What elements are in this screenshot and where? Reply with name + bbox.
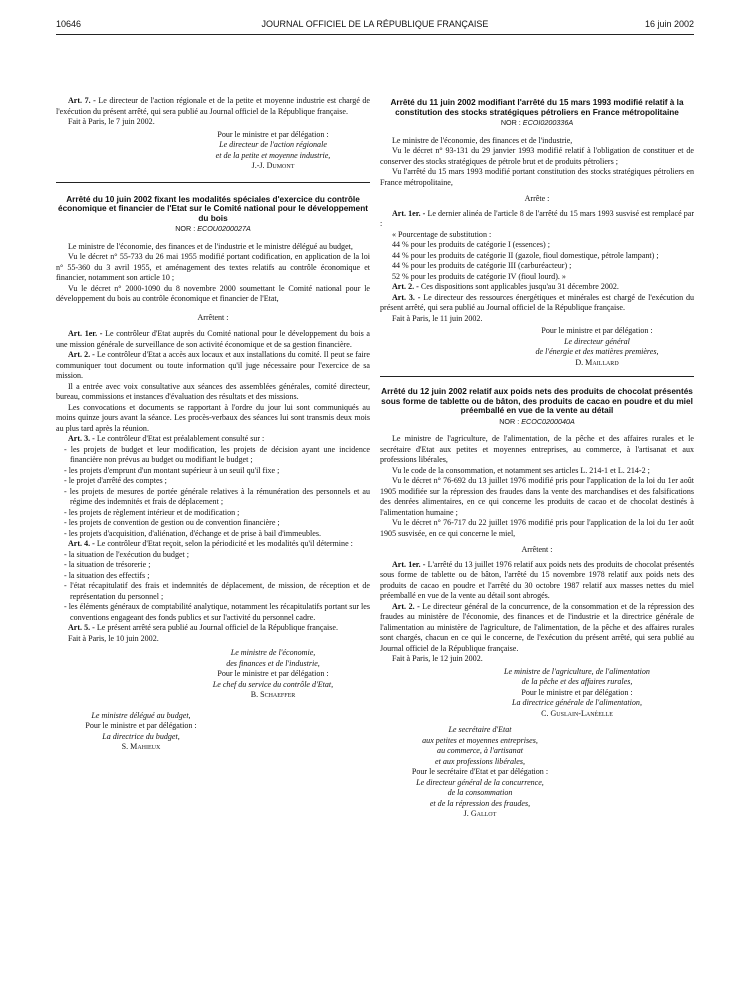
issue-date: 16 juin 2002: [644, 19, 694, 29]
signature-block: Le secrétaire d'Etat aux petites et moyennes entreprises, au commerce, à l'artisanat et aux professions libérales, Pour le secrétaire d'Etat et par délégation : Le directeur général de la concurrence, de la consommation et de la répression des fraudes, J. Gallot: [411, 725, 549, 819]
list-item: - les projets de règlement intérieur et de modification ;: [64, 507, 240, 517]
list-item: - les projets d'emprunt d'un montant supérieur à un seuil qu'il fixe ;: [64, 465, 280, 475]
article-3-list: [56, 445, 370, 540]
article-2: Art. 2. - Ces dispositions sont applicables jusqu'au 31 décembre 2002.: [392, 282, 619, 292]
nor-reference: NOR : ECOC0200040A: [499, 416, 575, 426]
arrete: Arrête :: [524, 194, 550, 204]
list-item: - le projet d'arrêté des comptes ;: [64, 476, 167, 486]
article-7: Art. 7. - Le directeur de l'action régionale et de la petite et moyenne industrie est chargé de l'exécution du présent arrêté, qui sera publié au Journal officiel de la République française.: [56, 96, 371, 116]
list-item: - les projets de convention de gestion ou de convention financière ;: [64, 518, 280, 528]
nor-reference: NOR : ECOI0200336A: [500, 118, 574, 128]
left-column: Art. 7. - Le directeur de l'action régionale et de la petite et moyenne industrie est chargé de l'exécution du présent arrêté, qui sera publié au Journal officiel de la République française. Fait à Paris, le 7 juin 2002. Pour le ministre et par délégation : Le directeur de l'action régionale et de la petite et moyenne industrie, J.-J. Dumont Arrêté du 10 juin 2002 fixant les modalités spéciales d'exercice du contrôle économique et financier de l'Etat sur le Comité national pour le développement du bois NOR : ECOU0200027A Le ministre de l'économie, des finances et de l'industrie et le ministre délégué au budget, Vu le décret n° 55-733 du 26 mai 1955 modifié portant codification, en application de la loi n° 55-360 du 3 avril 1955, et aménagement des textes relatifs au contrôle économique et financier, notamment son article 10 ; Vu le décret n° 2000-1090 du 8 novembre 2000 soumettant le Comité national pour le développement du bois au contrôle économique et financier de l'Etat, Arrêtent : Art. 1er. - Le contrôleur d'Etat auprès du Comité national pour le développement du bois a une mission générale de surveillance de son activité économique et de sa gestion financière. Art. 2. - Le contrôleur d'Etat a accès aux locaux et aux installations du comité. Il peut se faire communiquer tout document ou toute information qu'il juge nécessaire pour l'exercice de sa mission. Il a entrée avec voix consultative aux séances des assemblées générales, comité directeur, bureau, commissions et instances d'évaluation des résultats et des missions. Les convocations et documents se rapportant à l'ordre du jour lui sont communiqués au moins quinze jours avant la séance. Les procès-verbaux des séances lui sont transmis deux mois au plus tard après la réunion. Art. 3. - Le contrôleur d'Etat est préalablement consulté sur : - les projets de budget et leur modification, les projets de décision ayant une incidence financière non prévus au budget ou modifiant le budget ; - les projets d'emprunt d'un montant supérieur à un seuil qu'il fixe ; - le projet d'arrêté des comptes ; - les projets de mesures de portée générale relatives à la rémunération des personnels et au régime des indemnités et frais de déplacement ; - les projets de règlement intérieur et de modification ; - les projets de convention de gestion ou de convention financière ; - les projets d'acquisition, d'aliénation, d'échange et de prise à bail d'immeubles. Art. 4. - Le contrôleur d'Etat reçoit, selon la périodicité et les modalités qu'il détermine : - la situation de l'exécution du budget ; - la situation de trésorerie ; - la situation des effectifs ; - l'état récapitulatif des frais et indemnités de déplacement, de mission, de réception et de représentation du personnel ; - les éléments généraux de comptabilité analytique, notamment les récapitulatifs portant sur les conventions engageant des fonds publics et sur l'activité du personnel cadre. Art. 5. - Le présent arrêté sera publié au Journal officiel de la République française. Fait à Paris, le 10 juin 2002. Le ministre de l'économie, des finances et de l'industrie, Pour le ministre et par délégation : Le chef du service du contrôle d'Etat, B. Schaeffer Le ministre délégué au budget, Pour le ministre et par délégation : La directrice du budget, S. Mahieux: [56, 96, 371, 752]
list-item: - les projets de budget et leur modification, les projets de décision ayant une incidence financière non prévus au budget ou modifiant le budget ;: [64, 444, 370, 465]
list-item: - les projets d'acquisition, d'aliénation, d'échange et de prise à bail d'immeubles.: [64, 528, 321, 538]
right-column: Arrêté du 11 juin 2002 modifiant l'arrêté du 15 mars 1993 modifié relatif à la constitution des stocks stratégiques pétroliers en France métropolitaine NOR : ECOI0200336A Le ministre de l'économie, des finances et de l'industrie, Vu le décret n° 93-131 du 29 janvier 1993 modifié relatif à l'obligation de constituer et de conserver des stocks stratégiques de pétrole brut et de produits pétroliers ; Vu l'arrêté du 15 mars 1993 modifié portant constitution des stocks stratégiques pétroliers en France métropolitaine, Arrête : Art. 1er. - Le dernier alinéa de l'article 8 de l'arrêté du 15 mars 1993 susvisé est remplacé par : « Pourcentage de substitution : 44 % pour les produits de catégorie I (essences) ; 44 % pour les produits de catégorie II (gazole, fioul domestique, pétrole lampant) ; 44 % pour les produits de catégorie III (carburéacteur) ; 52 % pour les produits de catégorie IV (fioul lourd). » Art. 2. - Ces dispositions sont applicables jusqu'au 31 décembre 2002. Art. 3. - Le directeur des ressources énergétiques et minérales est chargé de l'exécution du présent arrêté, qui sera publié au Journal officiel de la République française. Fait à Paris, le 11 juin 2002. Pour le ministre et par délégation : Le directeur général de l'énergie et des matières premières, D. Maillard Arrêté du 12 juin 2002 relatif aux poids nets des produits de chocolat présentés sous forme de tablette ou de bâton, des produits de cacao en poudre et du miel préemballé en vue de la vente au détail NOR : ECOC0200040A Le ministre de l'agriculture, de l'alimentation, de la pêche et des affaires rurales et le secrétaire d'Etat aux petites et moyennes entreprises, au commerce, à l'artisanat et aux professions libérales, Vu le code de la consommation, et notamment ses articles L. 214-1 et L. 214-2 ; Vu le décret n° 76-692 du 13 juillet 1976 modifié pris pour l'application de la loi du 1er août 1905 modifiée sur la répression des fraudes dans la vente des marchandises et des falsifications des denrées alimentaires, en ce qui concerne les produits de cacao et de chocolat destinés à l'alimentation humaine ; Vu le décret n° 76-717 du 22 juillet 1976 modifié pris pour l'application de la loi du 1er août 1905 susvisée, en ce qui concerne le miel, Arrêtent : Art. 1er. - L'arrêté du 13 juillet 1976 relatif aux poids nets des produits de chocolat présentés sous forme de tablette ou de bâton, l'arrêté du 15 novembre 1978 relatif aux poids nets des produits de cacao en poudre et l'arrêté du 30 octobre 1987 relatif aux masses nettes du miel préemballé en vue de la vente au détail sont abrogés. Art. 2. - Le directeur général de la concurrence, de la consommation et de la répression des fraudes au ministère de l'économie, des finances et de l'industrie et la directrice générale de l'alimentation au ministère de l'agriculture, de l'alimentation, de la pêche et des affaires rurales sont chargés, chacun en ce qui le concerne, de l'exécution du présent arrêté, qui sera publié au Journal officiel de la République française. Fait à Paris, le 12 juin 2002. Le ministre de l'agriculture, de l'alimentation de la pêche et des affaires rurales, Pour le ministre et par délégation : La directrice générale de l'alimentation, C. Guslain-Lanéelle Le secrétaire d'Etat aux petites et moyennes entreprises, au commerce, à l'artisanat et aux professions libérales, Pour le secrétaire d'Etat et par délégation : Le directeur général de la concurrence, de la consommation et de la répression des fraudes, J. Gallot: [380, 98, 694, 819]
section-divider: [380, 376, 694, 377]
article-2: Art. 2. - Le contrôleur d'Etat a accès aux locaux et aux installations du comité. Il peut se faire communiquer tout document ou toute information qu'il juge nécessaire pour l'exercice de sa mission.: [56, 350, 371, 381]
signature-block: Le ministre de l'économie, des finances et de l'industrie, Pour le ministre et par délégation : Le chef du service du contrôle d'Etat, B. Schaeffer: [212, 648, 334, 700]
section-divider: [56, 182, 370, 183]
signature-block: Pour le ministre et par délégation : Le directeur général de l'énergie et des matières premières, D. Maillard: [535, 326, 659, 367]
decree-title: Arrêté du 11 juin 2002 modifiant l'arrêté du 15 mars 1993 modifié relatif à la constitution des stocks stratégiques pétroliers en France métropolitaine: [390, 98, 684, 117]
article-4-list: [56, 550, 370, 624]
list-item: - la situation des effectifs ;: [64, 570, 150, 580]
decree-title: Arrêté du 12 juin 2002 relatif aux poids nets des produits de chocolat présentés sous forme de tablette ou de bâton, des produits de cacao en poudre et du miel préemballé en vue de la vente au détail: [381, 387, 693, 416]
article-2: Art. 2. - Le directeur général de la concurrence, de la consommation et de la répression des fraudes au ministère de l'économie, des finances et de l'industrie et la directrice générale de l'alimentation au ministère de l'agriculture, de l'alimentation, de la pêche et des affaires rurales sont chargés, chacun en ce qui le concerne, de l'exécution du présent arrêté, qui sera publié au Journal officiel de la République française.: [380, 601, 694, 653]
running-header: [56, 18, 694, 35]
list-item: - les projets de mesures de portée générale relatives à la rémunération des personnels et au régime des indemnités et frais de déplacement ;: [64, 486, 370, 507]
article-3: Art. 3. - Le contrôleur d'Etat est préalablement consulté sur :: [68, 434, 265, 444]
signature-block: Le ministre délégué au budget, Pour le ministre et par délégation : La directrice du budget, S. Mahieux: [85, 710, 197, 752]
arretent: Arrêtent :: [197, 312, 229, 322]
journal-title: JOURNAL OFFICIEL DE LA RÉPUBLIQUE FRANÇAISE: [261, 19, 489, 29]
article-4: Art. 4. - Le contrôleur d'Etat reçoit, selon la périodicité et les modalités qu'il détermine :: [68, 539, 353, 549]
article-5: Art. 5. - Le présent arrêté sera publié au Journal officiel de la République française.: [68, 623, 338, 633]
article-3: Art. 3. - Le directeur des ressources énergétiques et minérales est chargé de l'exécution du présent arrêté, qui sera publié au Journal officiel de la République française.: [380, 292, 694, 313]
list-item: - l'état récapitulatif des frais et indemnités de déplacement, de mission, de réception et de représentation du personnel ;: [64, 581, 370, 601]
nor-reference: NOR : ECOU0200027A: [175, 224, 251, 234]
arretent: Arrêtent :: [521, 545, 553, 555]
list-item: - la situation de l'exécution du budget ;: [64, 549, 190, 559]
article-1: Art. 1er. - L'arrêté du 13 juillet 1976 relatif aux poids nets des produits de chocolat présentés sous forme de tablette ou de bâton, l'arrêté du 15 novembre 1978 relatif aux poids nets des produits de cacao en poudre et l'arrêté du 30 octobre 1987 relatif aux masses nettes du miel préemballé en vue de la vente au détail sont abrogés.: [380, 559, 694, 601]
fait-a-paris: Fait à Paris, le 7 juin 2002.: [68, 117, 155, 126]
list-item: - la situation de trésorerie ;: [64, 560, 151, 570]
list-item: - les éléments généraux de comptabilité analytique, notamment les récapitulatifs portant sur les conventions engageant des fonds publics et sur l'activité du personnel cadre.: [64, 602, 370, 622]
decree-title: Arrêté du 10 juin 2002 fixant les modalités spéciales d'exercice du contrôle économique et financier de l'Etat sur le Comité national pour le développement du bois: [57, 194, 369, 223]
page-number: 10646: [56, 19, 82, 29]
signature-block: Le ministre de l'agriculture, de l'alimentation de la pêche et des affaires rurales, Pour le ministre et par délégation : La directrice générale de l'alimentation, C. Guslain-Lanéelle: [504, 666, 650, 718]
signature-block: Pour le ministre et par délégation : Le directeur de l'action régionale et de la petite et moyenne industrie, J.-J. Dumont: [215, 129, 331, 170]
article-1: Art. 1er. - Le contrôleur d'Etat auprès du Comité national pour le développement du bois a une mission générale de surveillance de son activité économique et de sa gestion financière.: [56, 329, 370, 349]
article-1: Art. 1er. - Le dernier alinéa de l'article 8 de l'arrêté du 15 mars 1993 susvisé est remplacé par :: [380, 208, 694, 229]
